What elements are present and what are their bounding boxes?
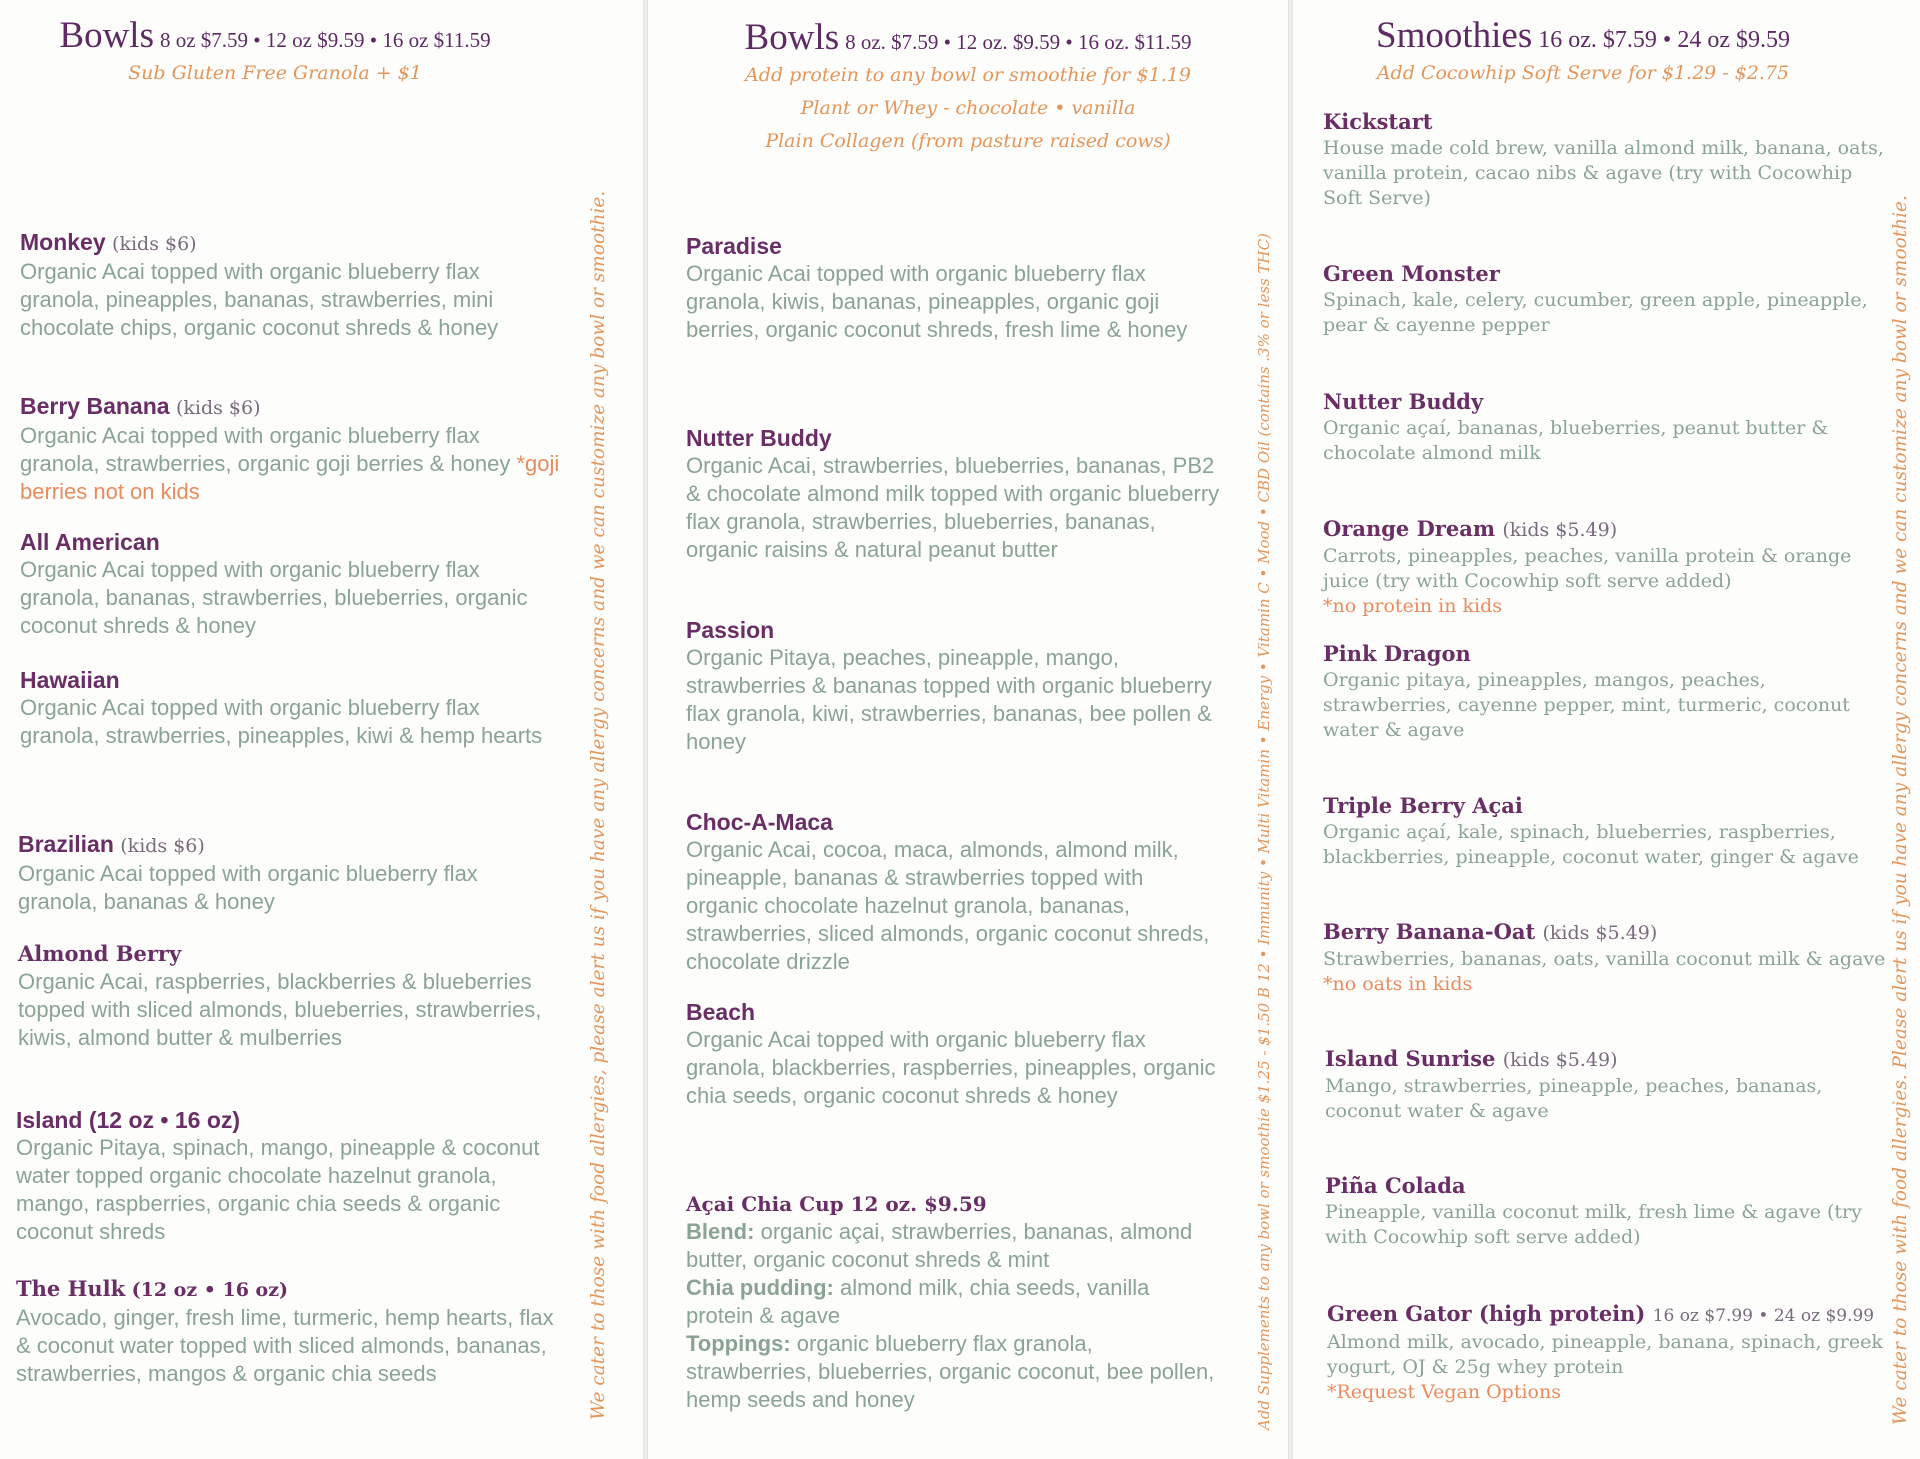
menu-item bbox=[1323, 792, 1888, 870]
blend-text: organic açai, strawberries, bananas, almond butter, organic coconut shreds & mint bbox=[686, 1219, 1193, 1272]
menu-item bbox=[18, 940, 563, 1052]
item-description: Organic açaí, kale, spinach, blueberries, raspberries, blackberries, pineapple, coconut water, ginger & agave bbox=[1323, 821, 1859, 868]
item-description: Organic Acai, raspberries, blackberries & blueberries topped with sliced almonds, blueberries, strawberries, kiwis, almond butter & mulberries bbox=[18, 969, 542, 1050]
section-title: Smoothies bbox=[1376, 15, 1533, 56]
item-description: Mango, strawberries, pineapple, peaches, bananas, coconut water & agave bbox=[1325, 1075, 1823, 1122]
item-note: *no oats in kids bbox=[1323, 973, 1473, 995]
smoothies-panel bbox=[1293, 0, 1920, 1459]
item-description: Organic Acai, cocoa, maca, almonds, almond milk, pineapple, bananas & strawberries topped with organic chocolate hazelnut granola, bananas, strawberries, sliced almonds, organic coconut shreds, chocolate drizzle bbox=[686, 837, 1210, 974]
item-name: Green Gator (high protein) bbox=[1327, 1301, 1646, 1326]
item-name: Green Monster bbox=[1323, 261, 1500, 286]
menu-item bbox=[1325, 1045, 1890, 1124]
item-description: House made cold brew, vanilla almond milk, banana, oats, vanilla protein, cacao nibs & agave (try with Cocowhip Soft Serve) bbox=[1323, 137, 1884, 209]
menu-item bbox=[20, 392, 565, 506]
item-description: Organic Acai topped with organic blueberry flax granola, strawberries, organic goji berries & honey bbox=[20, 423, 511, 476]
item-kids-price: (kids $6) bbox=[120, 835, 205, 857]
section-note: Add protein to any bowl or smoothie for $1.19 bbox=[745, 64, 1191, 86]
item-name: Berry Banana-Oat bbox=[1323, 919, 1536, 944]
allergy-note-vertical: We cater to those with food allergies, please alert us if you have any allergy concerns and we can customize any bowl or smoothie. bbox=[588, 190, 609, 1420]
menu-item bbox=[1323, 260, 1888, 338]
item-note: *no protein in kids bbox=[1323, 595, 1502, 617]
item-name: Nutter Buddy bbox=[1323, 389, 1484, 414]
section-note: Sub Gluten Free Granola + $1 bbox=[128, 62, 422, 84]
menu-item bbox=[20, 228, 565, 342]
item-description: Organic Acai topped with organic blueberry flax granola, bananas, strawberries, blueberries, organic coconut shreds & honey bbox=[20, 557, 528, 638]
item-kids-price: (kids $6) bbox=[112, 233, 197, 255]
item-description: Organic Pitaya, spinach, mango, pineapple & coconut water topped organic chocolate hazelnut granola, mango, raspberries, organic chia seeds & organic coconut shreds bbox=[16, 1135, 540, 1244]
item-description: Spinach, kale, celery, cucumber, green apple, pineapple, pear & cayenne pepper bbox=[1323, 289, 1868, 336]
item-kids-price: (kids $5.49) bbox=[1542, 922, 1658, 944]
bowls-panel-left bbox=[0, 0, 643, 1459]
item-kids-price: (kids $5.49) bbox=[1502, 1049, 1618, 1071]
item-description: Organic pitaya, pineapples, mangos, peaches, strawberries, cayenne pepper, mint, turmeric, coconut water & agave bbox=[1323, 669, 1850, 741]
item-description: Strawberries, bananas, oats, vanilla coconut milk & agave bbox=[1323, 948, 1886, 970]
item-name: Piña Colada bbox=[1325, 1173, 1466, 1198]
chia-cup-item bbox=[686, 1190, 1221, 1414]
item-name: Orange Dream bbox=[1323, 516, 1496, 541]
item-name: Pink Dragon bbox=[1323, 641, 1471, 666]
section-note: Plain Collagen (from pasture raised cows) bbox=[765, 130, 1171, 152]
item-description: Organic Acai, strawberries, blueberries, bananas, PB2 & chocolate almond milk topped with organic blueberry flax granola, strawberries, blueberries, bananas, organic raisins & natural peanut butter bbox=[686, 453, 1220, 562]
menu-item bbox=[1323, 640, 1888, 743]
section-prices: 8 oz. $7.59 • 12 oz. $9.59 • 16 oz. $11.59 bbox=[845, 30, 1192, 54]
item-name: Triple Berry Açai bbox=[1323, 793, 1523, 818]
section-title: Bowls bbox=[744, 17, 840, 58]
smoothies-header bbox=[1293, 14, 1873, 90]
item-description: Avocado, ginger, fresh lime, turmeric, hemp hearts, flax & coconut water topped with sliced almonds, bananas, strawberries, mangos & organic chia seeds bbox=[16, 1305, 554, 1386]
item-description: Organic Acai topped with organic blueberry flax granola, blackberries, raspberries, pineapples, organic chia seeds, organic coconut shreds & honey bbox=[686, 1027, 1216, 1108]
menu-item bbox=[18, 830, 563, 916]
pudding-text: almond milk, chia seeds, vanilla protein & agave bbox=[686, 1275, 1150, 1328]
bowls-header bbox=[648, 16, 1288, 158]
menu-item bbox=[1325, 1172, 1890, 1250]
bowls-header bbox=[0, 14, 550, 90]
item-name: Island Sunrise bbox=[1325, 1046, 1496, 1071]
item-name: Açai Chia Cup 12 oz. $9.59 bbox=[686, 1192, 987, 1216]
pudding-label: Chia pudding: bbox=[686, 1275, 834, 1300]
menu-item bbox=[16, 1274, 561, 1388]
section-title: Bowls bbox=[59, 15, 154, 56]
item-description: Pineapple, vanilla coconut milk, fresh lime & agave (try with Cocowhip soft serve added) bbox=[1325, 1201, 1862, 1248]
item-name: Kickstart bbox=[1323, 109, 1433, 134]
item-description: Carrots, pineapples, peaches, vanilla protein & orange juice (try with Cocowhip soft serve added) bbox=[1323, 545, 1852, 592]
item-note: *Request Vegan Options bbox=[1327, 1381, 1561, 1403]
item-name: Brazilian bbox=[18, 831, 114, 857]
item-description: Organic Acai topped with organic blueberry flax granola, kiwis, bananas, pineapples, organic goji berries, organic coconut shreds, fresh lime & honey bbox=[686, 261, 1188, 342]
section-prices: 8 oz $7.59 • 12 oz $9.59 • 16 oz $11.59 bbox=[159, 28, 491, 52]
item-name: Beach bbox=[686, 999, 756, 1025]
menu-item bbox=[686, 424, 1221, 564]
item-kids-price: (kids $5.49) bbox=[1502, 519, 1618, 541]
menu-item bbox=[686, 616, 1221, 756]
item-description: Organic açaí, bananas, blueberries, peanut butter & chocolate almond milk bbox=[1323, 417, 1829, 464]
menu-item bbox=[686, 232, 1221, 344]
item-note: *goji berries not on kids bbox=[20, 451, 560, 504]
item-description: Organic Acai topped with organic blueberry flax granola, bananas & honey bbox=[18, 861, 478, 914]
item-name: Berry Banana bbox=[20, 393, 170, 419]
item-name: Hawaiian bbox=[20, 667, 120, 693]
item-name: Island (12 oz • 16 oz) bbox=[16, 1107, 241, 1133]
item-kids-price: (kids $6) bbox=[175, 397, 261, 419]
item-name: The Hulk bbox=[16, 1276, 126, 1301]
item-name: Almond Berry bbox=[18, 941, 182, 966]
section-note: Plant or Whey - chocolate • vanilla bbox=[800, 97, 1136, 119]
item-price: 16 oz $7.99 • 24 oz $9.99 bbox=[1652, 1306, 1875, 1326]
menu-item bbox=[1323, 515, 1888, 619]
item-name: Passion bbox=[686, 617, 775, 643]
item-name: All American bbox=[20, 529, 160, 555]
section-note: Add Cocowhip Soft Serve for $1.29 - $2.75 bbox=[1376, 62, 1790, 84]
menu-item bbox=[1327, 1300, 1892, 1405]
item-name: Choc-A-Maca bbox=[686, 809, 833, 835]
section-prices: 16 oz. $7.59 • 24 oz $9.59 bbox=[1538, 27, 1790, 53]
menu-item bbox=[1323, 918, 1888, 997]
item-description: Organic Acai topped with organic blueberry flax granola, pineapples, bananas, strawberries, mini chocolate chips, organic coconut shreds & honey bbox=[20, 259, 499, 340]
supplements-note-vertical: Add Supplements to any bowl or smoothie $1.25 - $1.50 B 12 • Immunity • Multi Vitamin • Energy • Vitamin C • Mood • CBD Oil (contains .3% or less THC) bbox=[1255, 233, 1273, 1430]
menu-item bbox=[686, 998, 1221, 1110]
toppings-text: organic blueberry flax granola, strawberries, blueberries, organic coconut, bee pollen, hemp seeds and honey bbox=[686, 1331, 1215, 1412]
item-name: Nutter Buddy bbox=[686, 425, 832, 451]
item-name: Monkey bbox=[20, 229, 106, 255]
item-name: Paradise bbox=[686, 233, 782, 259]
blend-label: Blend: bbox=[686, 1219, 755, 1244]
menu-item bbox=[686, 808, 1221, 976]
item-description: Organic Pitaya, peaches, pineapple, mango, strawberries & bananas topped with organic blueberry flax granola, kiwi, strawberries, bananas, bee pollen & honey bbox=[686, 645, 1212, 754]
item-description: Organic Acai topped with organic blueberry flax granola, strawberries, pineapples, kiwi & hemp hearts bbox=[20, 695, 543, 748]
item-size: (12 oz • 16 oz) bbox=[131, 1279, 288, 1301]
menu-item bbox=[1323, 388, 1888, 466]
menu-item bbox=[20, 666, 565, 750]
item-description: Almond milk, avocado, pineapple, banana, spinach, greek yogurt, OJ & 25g whey protein bbox=[1327, 1331, 1883, 1378]
toppings-label: Toppings: bbox=[686, 1331, 791, 1356]
menu-item bbox=[20, 528, 565, 640]
allergy-note-vertical: We cater to those with food allergies. Please alert us if you have any allergy concerns and we can customize any bowl or smoothie. bbox=[1890, 195, 1911, 1425]
menu-item bbox=[1323, 108, 1888, 211]
bowls-panel-middle bbox=[648, 0, 1288, 1459]
menu-item bbox=[16, 1106, 561, 1246]
